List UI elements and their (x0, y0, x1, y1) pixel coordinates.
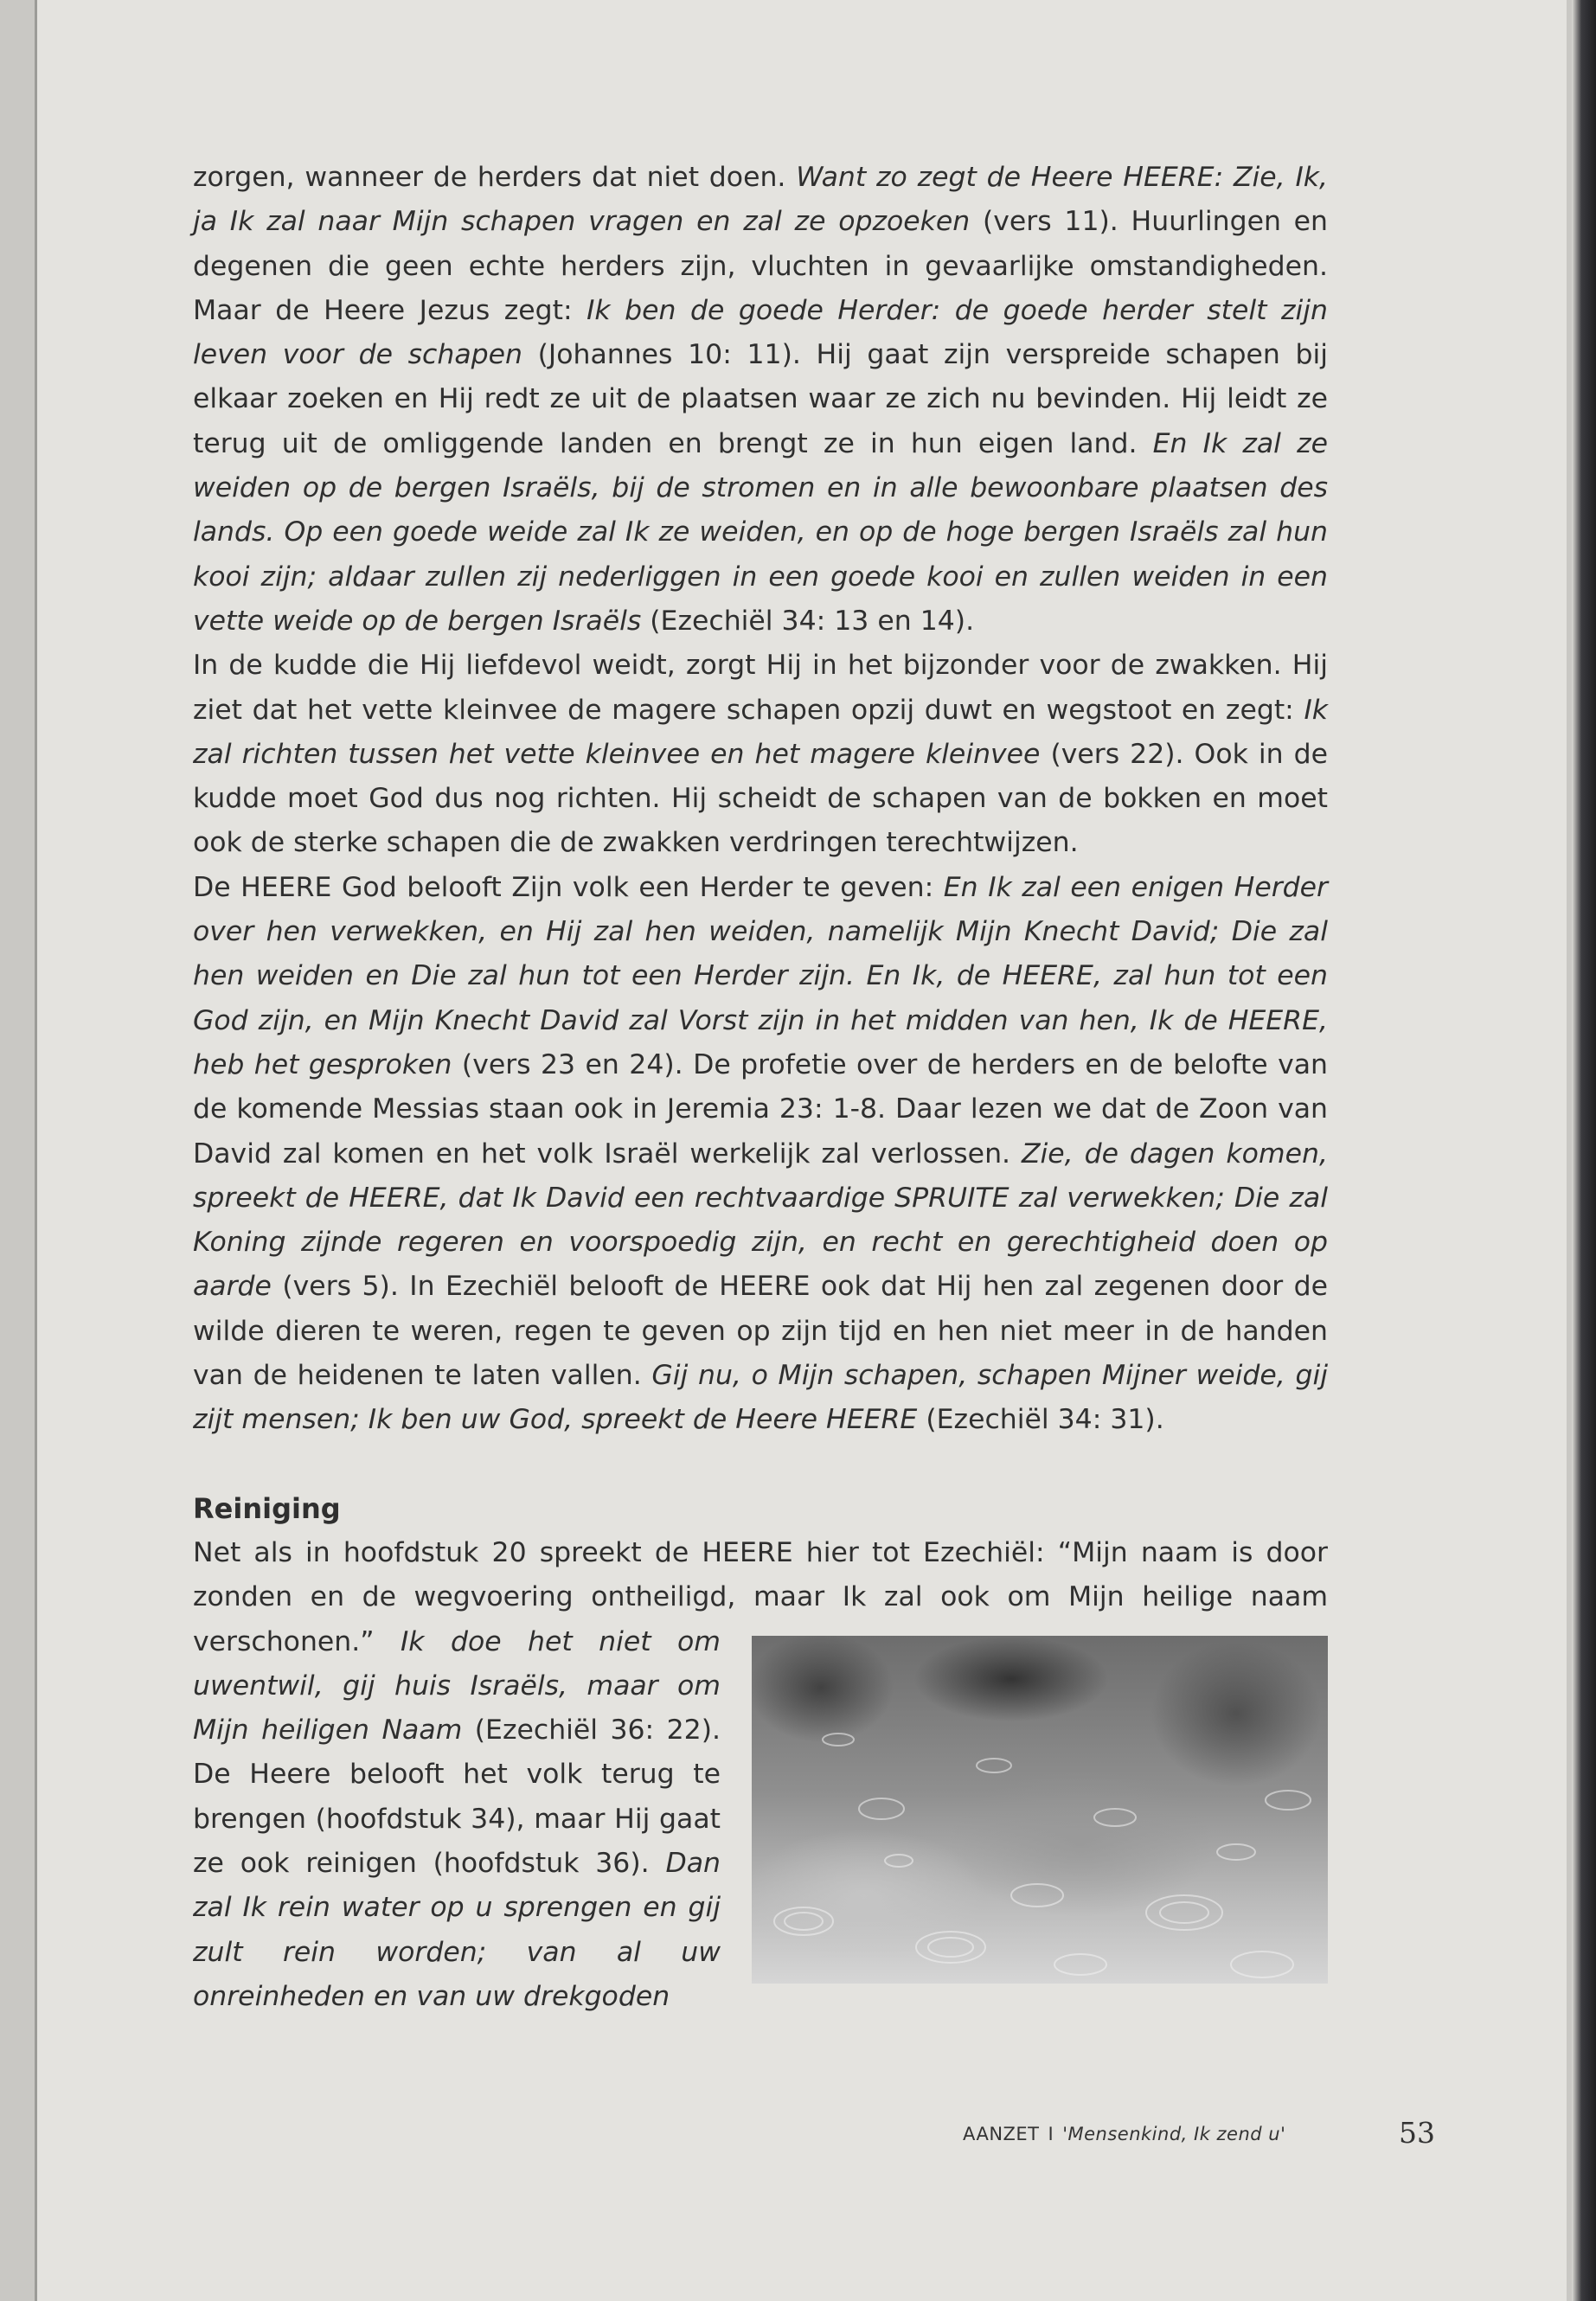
chapter-title: 'Mensenkind, Ik zend u' (1062, 2124, 1286, 2144)
paragraph-3 (193, 866, 1328, 1443)
ripple-rings (752, 1636, 1328, 1984)
text-run: (vers 23 en 24). De profetie over de herders en de belofte van de komende Messias staan ook in Jeremia 23: 1-8. Daar lezen we dat de Zoon van David zal komen en het volk Israël werkelijk zal verlossen. (193, 1048, 1328, 1170)
paragraph-4 (193, 1531, 1328, 2019)
text-run: In de kudde die Hij liefdevol weidt, zorgt Hij in het bijzonder voor de zwakken. Hij ziet dat het vette kleinvee de magere schapen opzij duwt en wegstoot en zegt: (193, 650, 1328, 726)
text-run: (vers 11). Huurlingen en degenen die geen echte herders zijn, vluchten in gevaarlijke omstandigheden. Maar de Heere Jezus zegt: (193, 206, 1329, 326)
section-heading: Reiniging (193, 1491, 341, 1525)
text-run: (Ezechiël 34: 31). (917, 1404, 1164, 1436)
scripture-quote: Want zo zegt de Heere HEERE: Zie, Ik, ja Ik zal naar Mijn schapen vragen en zal ze opzoeken (193, 162, 1328, 238)
text-run: (Ezechiël 36: 22). De Heere belooft het volk terug te brengen (hoofdstuk 34), maar Hij gaat ze ook reinigen (hoofdstuk 36). (193, 1715, 721, 1879)
paragraph-2 (193, 644, 1328, 865)
book-spine (1572, 0, 1596, 2301)
text-run: Net als in hoofdstuk 20 spreekt de HEERE hier tot Ezechiël: “Mijn naam is door zonden en de wegvoering ontheiligd, maar Ik zal ook om Mijn heilige naam verschonen.” (193, 1536, 1328, 1657)
running-footer (963, 2124, 1285, 2144)
text-run: (Ezechiël 34: 13 en 14). (641, 605, 975, 637)
scripture-quote: Ik ben de goede Herder: de goede herder stelt zijn leven voor de schapen (193, 294, 1329, 371)
scripture-quote: En Ik zal ze weiden op de bergen Israëls, bij de stromen en in alle bewoonbare plaatsen des lands. Op een goede weide zal Ik ze weiden, en op de hoge bergen Israëls zal hun kooi zijn; aldaar zullen zij nederliggen in een goede kooi en zullen weiden in een vette weide op de bergen Israëls (193, 427, 1328, 637)
scripture-quote: Gij nu, o Mijn schapen, schapen Mijner weide, gij zijt mensen; Ik ben uw God, spreekt de Heere HEERE (193, 1360, 1328, 1436)
rain-puddle-photo (752, 1636, 1328, 1984)
scripture-quote: Zie, de dagen komen, spreekt de HEERE, dat Ik David een rechtvaardige SPRUITE zal verwekken; Die zal Koning zijnde regeren en voorspoedig zijn, en recht en gerechtigheid doen op aarde (193, 1138, 1328, 1303)
text-run: (Johannes 10: 11). Hij gaat zijn verspreide schapen bij elkaar zoeken en Hij redt ze uit de plaatsen waar ze zich nu bevinden. Hij leidt ze terug uit de omliggende landen en brengt ze in hun eigen land. (193, 339, 1328, 459)
text-run: (vers 5). In Ezechiël belooft de HEERE ook dat Hij hen zal zegenen door de wilde dieren te weren, regen te geven op zijn tijd en hen niet meer in de handen van de heidenen te laten vallen. (193, 1271, 1328, 1392)
text-run: zorgen, wanneer de herders dat niet doen. (193, 162, 797, 193)
footer-separator: I (1048, 2124, 1054, 2144)
scripture-quote: Dan zal Ik rein water op u sprengen en gij zult rein worden; van al uw onreinheden en van uw drekgoden (193, 1847, 721, 2012)
scripture-quote: Ik zal richten tussen het vette kleinvee en het magere kleinvee (193, 694, 1328, 770)
text-run: De HEERE God belooft Zijn volk een Herder te geven: (193, 871, 944, 903)
text-run: (vers 22). Ook in de kudde moet God dus nog richten. Hij scheidt de schapen van de bokken en moet ook de sterke schapen die de zwakken verdringen terechtwijzen. (193, 738, 1328, 859)
body-text (193, 156, 1328, 2019)
scripture-quote: En Ik zal een enigen Herder over hen verwekken, en Hij zal hen weiden, namelijk Mijn Knecht David; Die zal hen weiden en Die zal hun tot een Herder zijn. En Ik, de HEERE, zal hun tot een God zijn, en Mijn Knecht David zal Vorst zijn in het midden van hen, Ik de HEERE, heb het gesproken (193, 871, 1328, 1080)
page-number: 53 (1399, 2116, 1435, 2150)
paragraph-1 (193, 156, 1328, 644)
scripture-quote: Ik doe het niet om uwentwil, gij huis Israëls, maar om Mijn heiligen Naam (193, 1625, 721, 1747)
book-page (35, 0, 1567, 2301)
series-title: AANZET (963, 2124, 1040, 2144)
